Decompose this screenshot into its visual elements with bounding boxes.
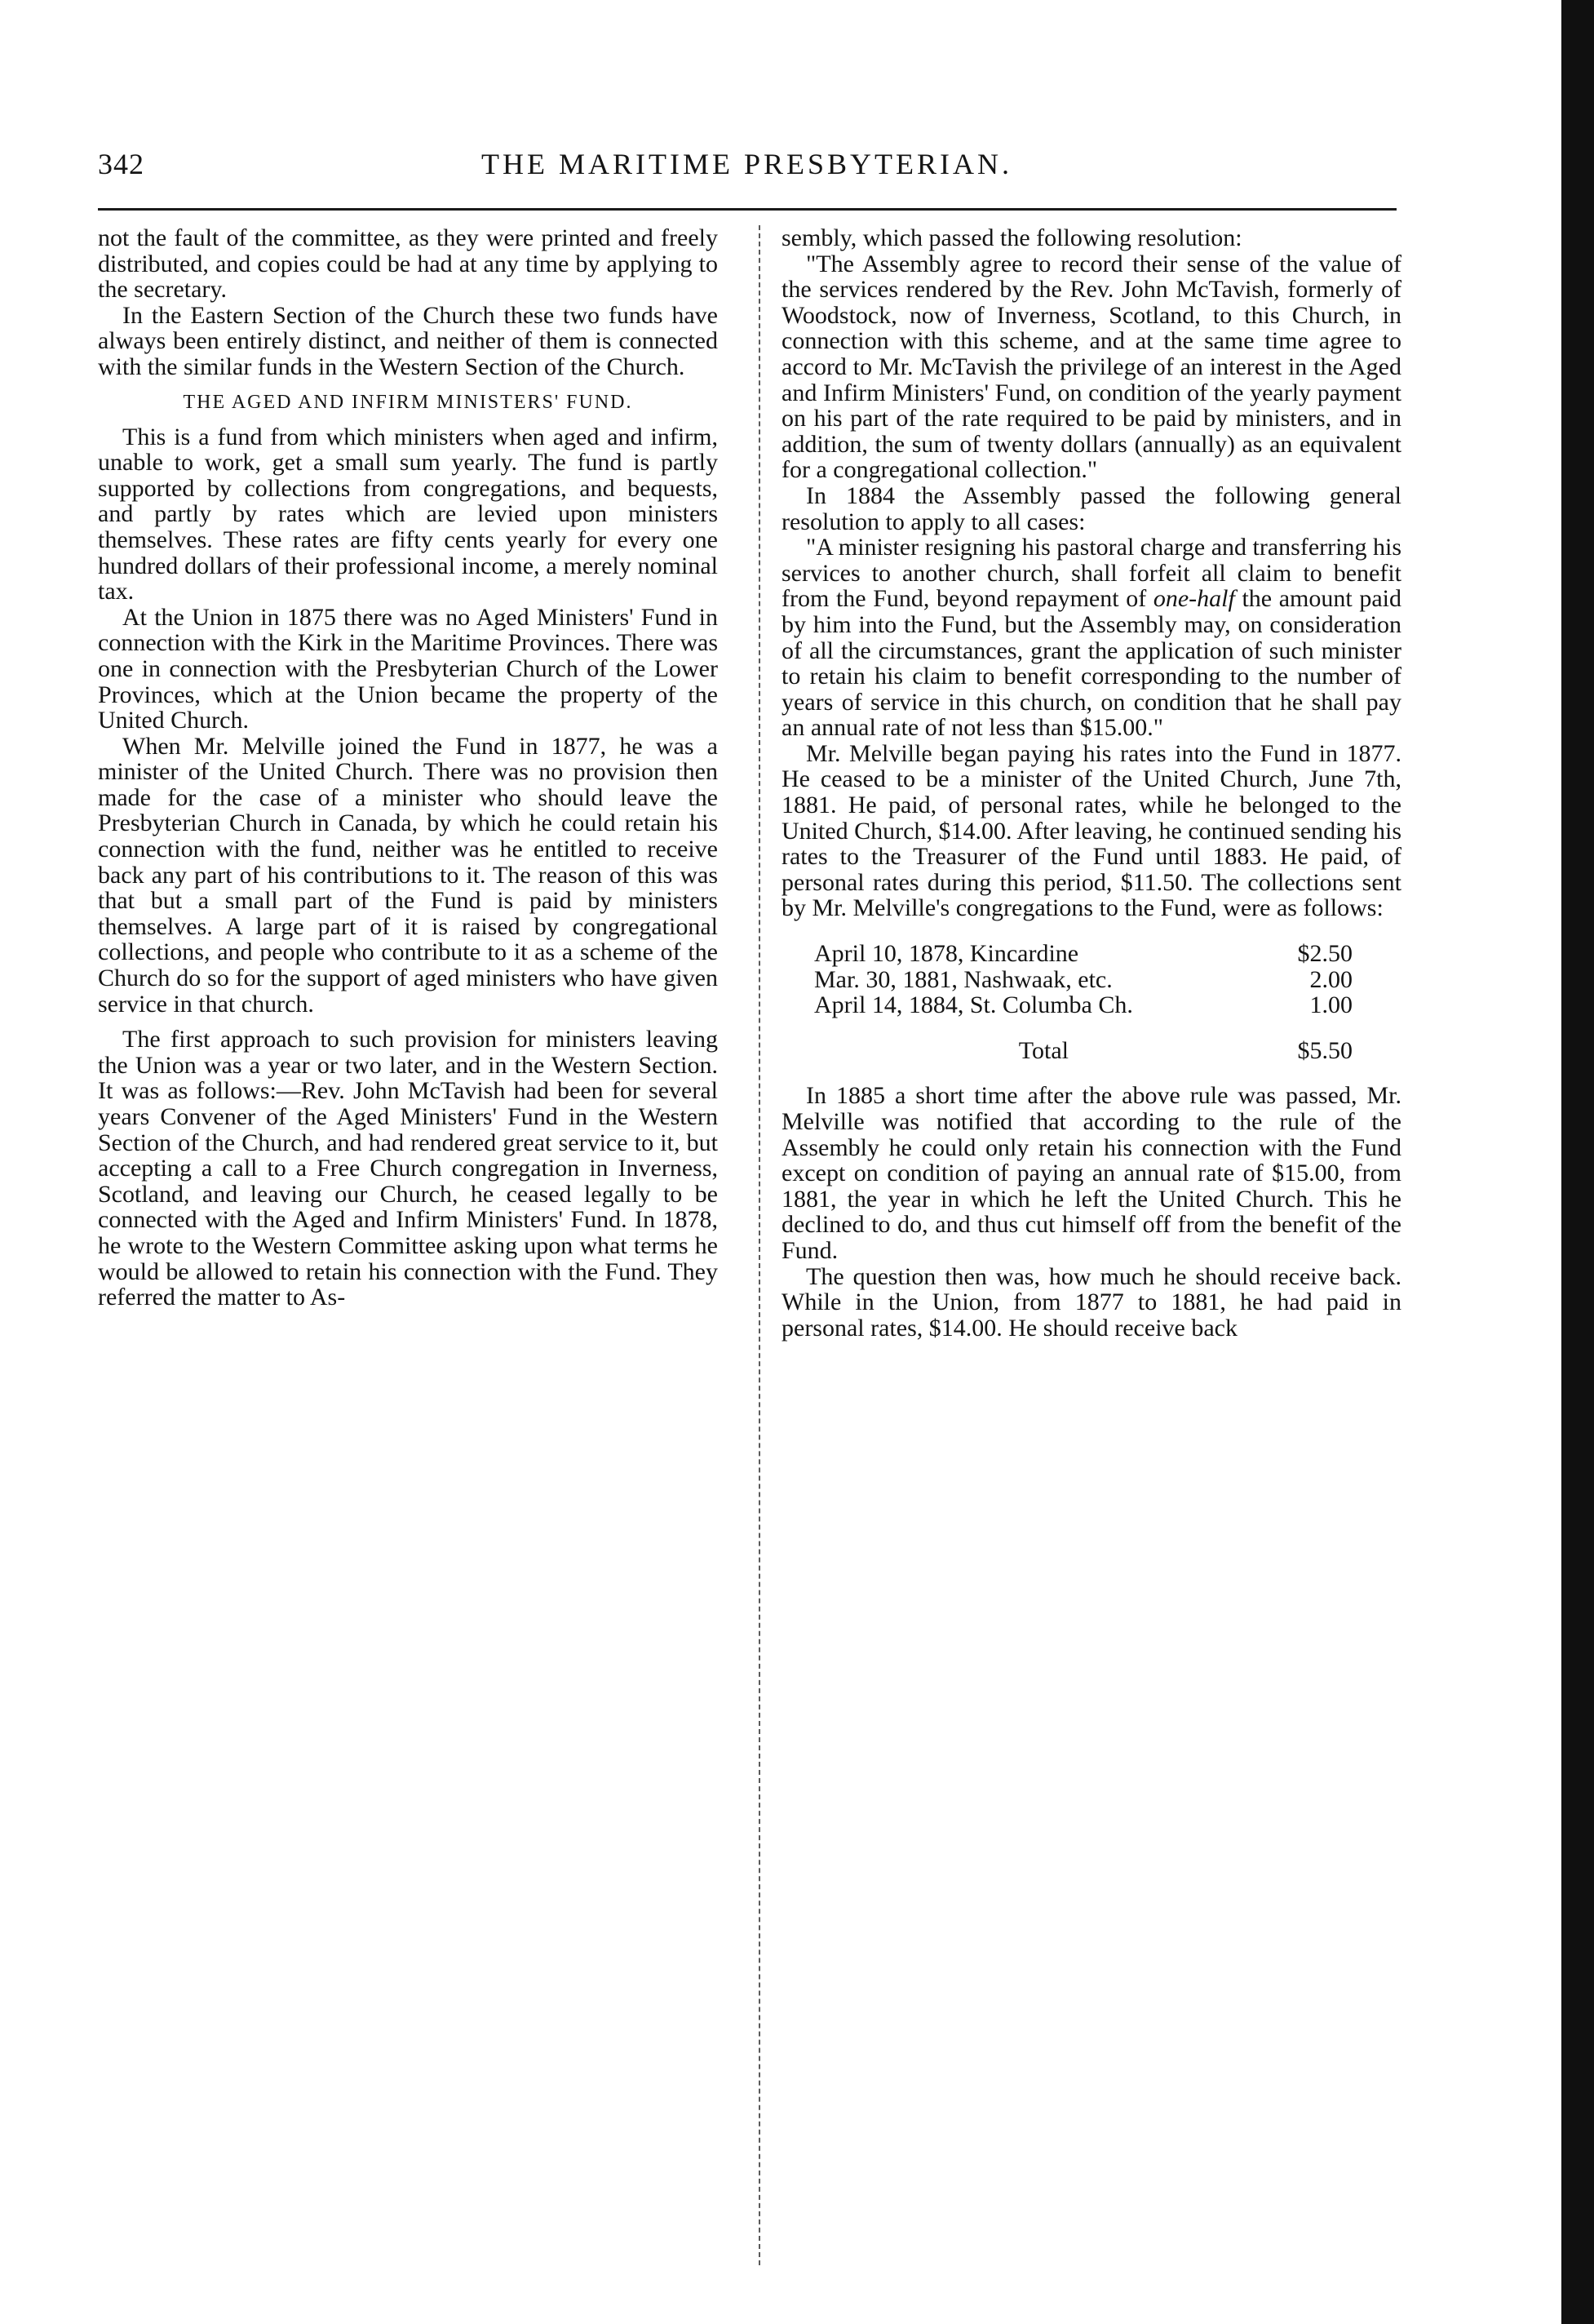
left-paragraph-2: In the Eastern Section of the Church these two funds have always been entirely distinct, and neither of them is connected with the similar funds in the Western Section of the Church. bbox=[98, 301, 718, 380]
left-paragraph-6: The first approach to such provision for ministers leaving the Union was a year or two later, and in the Western Section. It was as follows:—Rev. John McTavish had been for several years Convener of the Aged Ministers' Fund in the Western Section of the Church, and had rendered great service to it, but accepting a call to a Free Church congregation in Inverness, Scotland, and leaving our Church, he ceased legally to be connected with the Aged and Infirm Ministers' Fund. In 1878, he wrote to the Western Committee asking upon what terms he would be allowed to retain his connection with the Fund. They referred the matter to As- bbox=[98, 1026, 718, 1311]
right-paragraph-4 bbox=[782, 534, 1401, 741]
running-title: THE MARITIME PRESBYTERIAN. bbox=[481, 148, 1012, 180]
header-rule bbox=[98, 208, 1397, 211]
column-divider bbox=[759, 225, 760, 2265]
total-label: Total bbox=[1018, 1036, 1069, 1064]
contribution-amount: $2.50 bbox=[1297, 940, 1353, 968]
left-paragraph-3: This is a fund from which ministers when aged and infirm, unable to work, get a small sum yearly. The fund is partly supported by collections from congregations, and bequests, and partly by rates which are levied upon ministers themselves. These rates are fifty cents yearly for every one hundred dollars of their professional income, a merely nominal tax. bbox=[98, 423, 718, 605]
total-amount: $5.50 bbox=[1297, 1036, 1353, 1064]
contributions-table bbox=[814, 941, 1353, 1063]
resolution-text-after: the amount paid by him into the Fund, but the Assembly may, on consideration of all the circumstances, grant the application of such minister to retain his claim to benefit corresponding to the number of years of service in this church, on condition that he shall pay an annual rate of not less than $15.00." bbox=[782, 585, 1401, 742]
contribution-amount: 2.00 bbox=[1309, 965, 1353, 993]
right-paragraph-2: "The Assembly agree to record their sense of the value of the services rendered by the Rev. John McTavish, formerly of Woodstock, now of Inverness, Scotland, to this Church, in connection with this scheme, and at the same time agree to accord to Mr. McTavish the privilege of an interest in the Aged and Infirm Ministers' Fund, on condition of the yearly payment on his part of the rate required to be paid by ministers, and in addition, the sum of twenty dollars (annually) as an equivalent for a congregational collection." bbox=[782, 250, 1401, 484]
resolution-text-before: "A minister resigning his pastoral charge and transferring his services to another church, shall forfeit all claim to benefit from the Fund, beyond repayment of bbox=[782, 534, 1401, 613]
right-paragraph-5: Mr. Melville began paying his rates into the Fund in 1877. He ceased to be a minister of the United Church, June 7th, 1881. He paid, of personal rates, while he belonged to the United Church, $14.00. After leaving, he continued sending his rates to the Treasurer of the Fund until 1883. He paid, of personal rates during this period, $11.50. The collections sent by Mr. Melville's congregations to the Fund, were as follows: bbox=[782, 739, 1401, 922]
contribution-entry: April 14, 1884, St. Columba Ch. bbox=[814, 991, 1133, 1019]
right-paragraph-1: sembly, which passed the following resolution: bbox=[782, 225, 1242, 251]
right-paragraph-6: In 1885 a short time after the above rule was passed, Mr. Melville was notified that according to the rule of the Assembly he could only retain his connection with the Fund except on condition of paying an annual rate of $15.00, from 1881, the year in which he left the United Church. This he declined to do, and thus cut himself off from the benefit of the Fund. bbox=[782, 1082, 1401, 1264]
right-column bbox=[782, 225, 1401, 2282]
left-paragraph-4: At the Union in 1875 there was no Aged Ministers' Fund in connection with the Kirk in the Maritime Provinces. There was one in connection with the Presbyterian Church of the Lower Provinces, which at the Union became the property of the United Church. bbox=[98, 603, 718, 734]
table-row bbox=[814, 941, 1353, 967]
right-paragraph-3: In 1884 the Assembly passed the following general resolution to apply to all cases: bbox=[782, 481, 1401, 535]
total-row bbox=[814, 1018, 1353, 1064]
table-row bbox=[814, 967, 1353, 993]
table-row bbox=[814, 992, 1353, 1018]
page-number: 342 bbox=[98, 148, 144, 180]
contribution-amount: 1.00 bbox=[1309, 991, 1353, 1019]
resolution-emphasis: one-half bbox=[1153, 585, 1235, 613]
section-heading: THE AGED AND INFIRM MINISTERS' FUND. bbox=[183, 391, 633, 413]
scan-edge-bar bbox=[1561, 0, 1594, 2324]
left-paragraph-1: not the fault of the committee, as they were printed and freely distributed, and copies could be had at any time by applying to the secretary. bbox=[98, 225, 718, 304]
contribution-entry: Mar. 30, 1881, Nashwaak, etc. bbox=[814, 965, 1113, 993]
left-column bbox=[98, 225, 718, 2282]
page-header bbox=[98, 147, 1403, 196]
contribution-entry: April 10, 1878, Kincardine bbox=[814, 940, 1079, 968]
left-paragraph-5: When Mr. Melville joined the Fund in 1877, he was a minister of the United Church. There was no provision then made for the case of a minister who should leave the Presbyterian Church in Canada, by which he could retain his connection with the fund, neither was he entitled to receive back any part of his contributions to it. The reason of this was that but a small part of the Fund is paid by ministers themselves. A large part of it is raised by congregational collections, and people who contribute to it as a scheme of the Church do so for the support of aged ministers who have given service in that church. bbox=[98, 732, 718, 1018]
right-paragraph-7: The question then was, how much he should receive back. While in the Union, from 1877 to 1881, he had paid in personal rates, $14.00. He should receive back bbox=[782, 1262, 1401, 1342]
